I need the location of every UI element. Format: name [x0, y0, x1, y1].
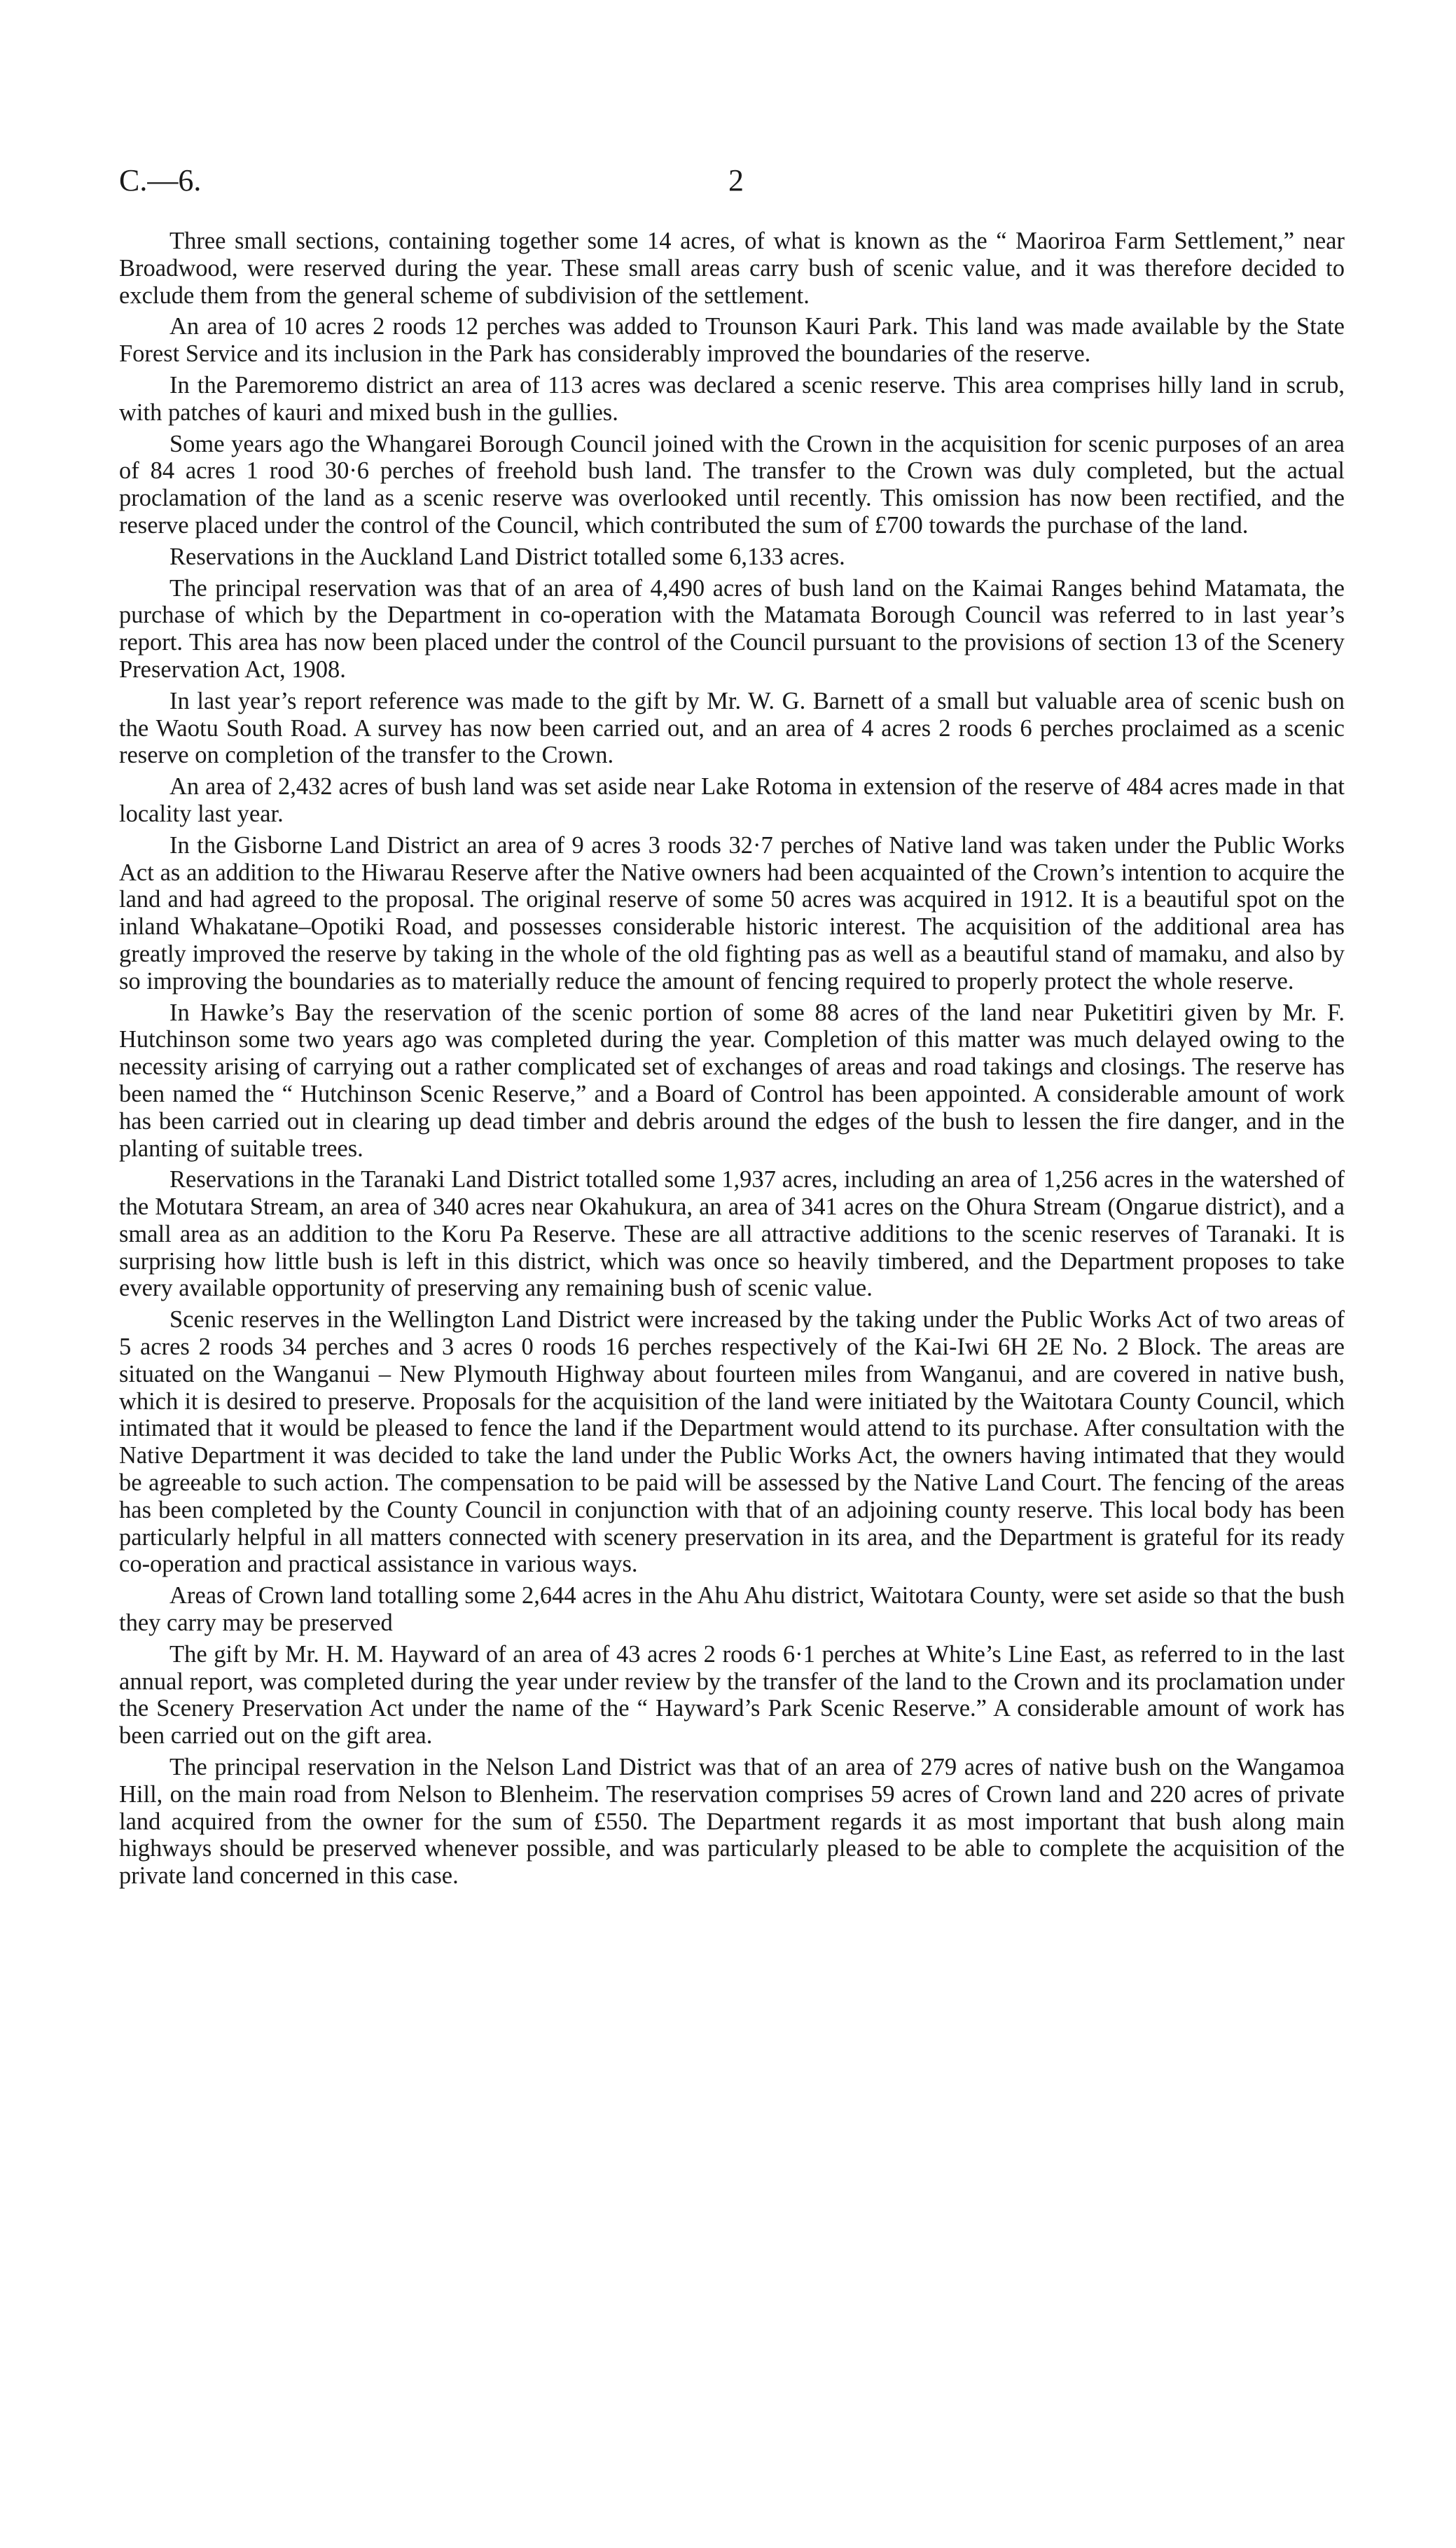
paragraph-wellington: Scenic reserves in the Wellington Land District were increased by the taking under the Public Works Act of two areas of 5 acres 2 roods 34 perches and 3 acres 0 roods 16 perches respectively of the Kai-Iwi 6H 2E No. 2 Block. The areas are situated on the Wanganui – New Plymouth Highway about fourteen miles from Wanganui, and are covered in native bush, which it is desired to preserve. Proposals for the acquisition of the land were initiated by the Waitotara County Council, which intimated that it would be pleased to fence the land if the Department would attend to its purchase. After consultation with the Native Department it was decided to take the land under the Public Works Act, the owners having intimated that they would be agreeable to such action. The compensation to be paid will be assessed by the Native Land Court. The fencing of the areas has been completed by the County Council in conjunction with that of an adjoining county reserve. This local body has been particularly helpful in all matters connected with scenery preservation in its area, and the Department is grateful for its ready co-operation and practical assistance in various ways.: [119, 1306, 1345, 1578]
document-reference: C.—6.: [119, 163, 202, 198]
page-header: [119, 162, 1345, 205]
paragraph-gisborne: In the Gisborne Land District an area of 9 acres 3 roods 32·7 perches of Native land was taken under the Public Works Act as an addition to the Hiwarau Reserve after the Native owners had been acquainted of the Crown’s intention to acquire the land and had agreed to the proposal. The original reserve of some 50 acres was acquired in 1912. It is a beautiful spot on the inland Whakatane–Opotiki Road, and possesses considerable historic interest. The acquisition of the additional area has greatly improved the reserve by taking in the whole of the old fighting pas as well as a beautiful stand of mamaku, and also by so improving the boundaries as to materially reduce the amount of fencing required to properly protect the whole reserve.: [119, 831, 1345, 995]
paragraph-paremoremo: In the Paremoremo district an area of 113 acres was declared a scenic reserve. This area comprises hilly land in scrub, with patches of kauri and mixed bush in the gullies.: [119, 371, 1345, 426]
paragraph-taranaki: Reservations in the Taranaki Land District totalled some 1,937 acres, including an area of 1,256 acres in the watershed of the Motutara Stream, an area of 340 acres near Okahukura, an area of 341 acres on the Ohura Stream (Ongarue district), and a small area as an addition to the Koru Pa Reserve. These are all attractive additions to the scenic reserves of Taranaki. It is surprising how little bush is left in this district, which was once so heavily timbered, and the Department proposes to take every available opportunity of preserving any remaining bush of scenic value.: [119, 1166, 1345, 1302]
paragraph-maoriroa: Three small sections, containing together some 14 acres, of what is known as the “ Maoriroa Farm Settlement,” near Broadwood, were reserved during the year. These small areas carry bush of scenic value, and it was therefore decided to exclude them from the general scheme of subdivision of the settlement.: [119, 228, 1345, 309]
page-number: 2: [728, 163, 744, 198]
paragraph-kaimai: The principal reservation was that of an area of 4,490 acres of bush land on the Kaimai Ranges behind Matamata, the purchase of which by the Department in co-operation with the Matamata Borough Council was referred to in last year’s report. This area has now been placed under the control of the Council pursuant to the provisions of section 13 of the Scenery Preservation Act, 1908.: [119, 574, 1345, 683]
paragraph-ahu-ahu: Areas of Crown land totalling some 2,644 acres in the Ahu Ahu district, Waitotara County, were set aside so that the bush they carry may be preserved: [119, 1582, 1345, 1637]
paragraph-hawkes-bay: In Hawke’s Bay the reservation of the scenic portion of some 88 acres of the land near Puketitiri given by Mr. F. Hutchinson some two years ago was completed during the year. Completion of this matter was much delayed owing to the necessity arising of carrying out a rather complicated set of exchanges of areas and road takings and closings. The reserve has been named the “ Hutchinson Scenic Reserve,” and a Board of Control has been appointed. A considerable amount of work has been carried out in clearing up dead timber and debris around the edges of the bush to lessen the fire danger, and in the planting of suitable trees.: [119, 999, 1345, 1162]
paragraph-barnett-gift: In last year’s report reference was made to the gift by Mr. W. G. Barnett of a small but valuable area of scenic bush on the Waotu South Road. A survey has now been carried out, and an area of 4 acres 2 roods 6 perches proclaimed as a scenic reserve on completion of the transfer to the Crown.: [119, 687, 1345, 769]
paragraph-trounson: An area of 10 acres 2 roods 12 perches was added to Trounson Kauri Park. This land was made available by the State Forest Service and its inclusion in the Park has considerably improved the boundaries of the reserve.: [119, 313, 1345, 368]
paragraph-auckland-total: Reservations in the Auckland Land District totalled some 6,133 acres.: [169, 543, 845, 570]
paragraph-rotoma: An area of 2,432 acres of bush land was set aside near Lake Rotoma in extension of the reserve of 484 acres made in that locality last year.: [119, 773, 1345, 827]
paragraph-nelson: The principal reservation in the Nelson Land District was that of an area of 279 acres of native bush on the Wangamoa Hill, on the main road from Nelson to Blenheim. The reservation comprises 59 acres of Crown land and 220 acres of private land acquired from the owner for the sum of £550. The Department regards it as most important that bush along main highways should be preserved whenever possible, and was particularly pleased to be able to complete the acquisition of the private land concerned in this case.: [119, 1754, 1345, 1890]
paragraph-hayward-gift: The gift by Mr. H. M. Hayward of an area of 43 acres 2 roods 6·1 perches at White’s Line East, as referred to in the last annual report, was completed during the year under review by the transfer of the land to the Crown and its proclamation under the Scenery Preservation Act under the name of the “ Hayward’s Park Scenic Reserve.” A considerable amount of work has been carried out on the gift area.: [119, 1640, 1345, 1750]
paragraph-whangarei: Some years ago the Whangarei Borough Council joined with the Crown in the acquisition for scenic purposes of an area of 84 acres 1 rood 30·6 perches of freehold bush land. The transfer to the Crown was duly completed, but the actual proclamation of the land as a scenic reserve was overlooked until recently. This omission has now been rectified, and the reserve placed under the control of the Council, which contributed the sum of £700 towards the purchase of the land.: [119, 430, 1345, 539]
body-text: [119, 228, 1345, 1894]
